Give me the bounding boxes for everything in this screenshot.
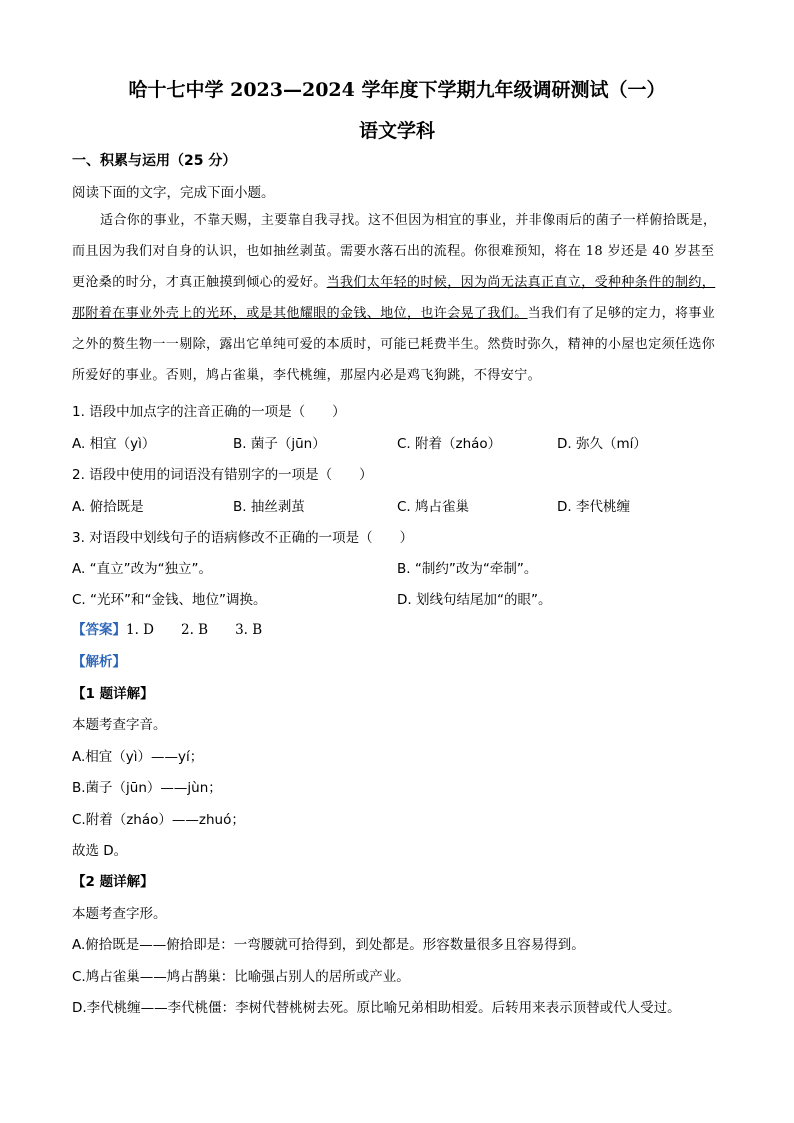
q3-option-c: C. “光环”和“金钱、地位”调换。 — [72, 592, 267, 608]
question-3-stem: 3. 对语段中划线句子的语病修改不正确的一项是（ ） — [72, 530, 414, 546]
underlined-sentence: 当我们太年轻的时候，因为尚无法真正直立，受种种条件的制约，那附着在事业外壳上的光环，或是其他耀眼的金钱、地位，也许会晃了我们。 — [72, 275, 716, 321]
detail-2-line: A.俯拾既是——俯拾即是：一弯腰就可拾得到，到处都是。形容数量很多且容易得到。 — [72, 937, 585, 953]
q1-option-c: C. 附着（zháo） — [397, 436, 502, 452]
detail-1-line: C.附着（zháo）——zhuó； — [72, 812, 245, 828]
detail-1-line: A.相宜（yì）——yí； — [72, 749, 204, 765]
q3-option-d: D. 划线句结尾加“的眼”。 — [397, 592, 552, 608]
detail-2-line: 本题考查字形。 — [72, 906, 167, 922]
passage-text-end: 当我们有了足够的定力，将事业之外的赘生物一一剔除，露出它单纯可爱的本质时，可能已耗费半生。然赀时弥久，精神的小屋也定须任选你所爱好的事业。否则，鸠占雀巢，李代桃缠，那屋内必是鸡飞狗跳，不得安宁。 — [72, 306, 716, 383]
passage-text: 适合你的事业，不靠天赐，主要靠自我寻找。这不但因为相宜的事业，并非像雨后的菌子一样俯拾既是，而且因为我们对自身的认识，也如抽丝剥茧。需要水落石出的流程。你很难预知，将在 18 岁还是 40 岁甚至更沧桑的时分，才真正触摸到倾心的爱好。 — [72, 213, 717, 290]
detail-1-heading: 【1 题详解】 — [72, 686, 154, 702]
section-heading: 一、积累与运用（25 分） — [72, 153, 237, 169]
q1-option-b: B. 菌子（jūn） — [233, 436, 326, 452]
detail-2-heading: 【2 题详解】 — [72, 874, 154, 890]
answer-line — [72, 618, 262, 638]
detail-1-line: B.菌子（jūn）——jùn； — [72, 780, 222, 796]
q2-option-a: A. 俯拾既是 — [72, 499, 144, 515]
q3-option-a: A. “直立”改为“独立”。 — [72, 561, 213, 577]
q3-option-b: B. “制约”改为“牵制”。 — [397, 561, 538, 577]
detail-1-line: 本题考查字音。 — [72, 717, 167, 733]
instruction-text: 阅读下面的文字，完成下面小题。 — [72, 185, 275, 201]
q2-option-b: B. 抽丝剥茧 — [233, 499, 305, 515]
detail-2-line: D.李代桃缠——李代桃僵：李树代替桃树去死。原比喻兄弟相助相爱。后转用来表示顶替或代人受过。 — [72, 1000, 681, 1016]
q1-option-d: D. 弥久（mí） — [557, 436, 647, 452]
q2-option-c: C. 鸠占雀巢 — [397, 499, 470, 515]
page-title: 哈十七中学 2023—2024 学年度下学期九年级调研测试（一） — [128, 79, 666, 101]
answer-text: 1. D 2. B 3. B — [126, 622, 263, 638]
detail-1-line: 故选 D。 — [72, 843, 128, 859]
page-subtitle: 语文学科 — [358, 120, 435, 142]
question-1-stem: 1. 语段中加点字的注音正确的一项是（ ） — [72, 404, 346, 420]
analysis-label: 【解析】 — [72, 654, 126, 670]
answer-label: 【答案】 — [72, 622, 126, 638]
detail-2-line: C.鸠占雀巢——鸠占鹊巢：比喻强占别人的居所或产业。 — [72, 969, 410, 985]
reading-passage — [72, 205, 718, 391]
q2-option-d: D. 李代桃缠 — [557, 499, 630, 515]
question-2-stem: 2. 语段中使用的词语没有错别字的一项是（ ） — [72, 467, 373, 483]
q1-option-a: A. 相宜（yì） — [72, 436, 156, 452]
